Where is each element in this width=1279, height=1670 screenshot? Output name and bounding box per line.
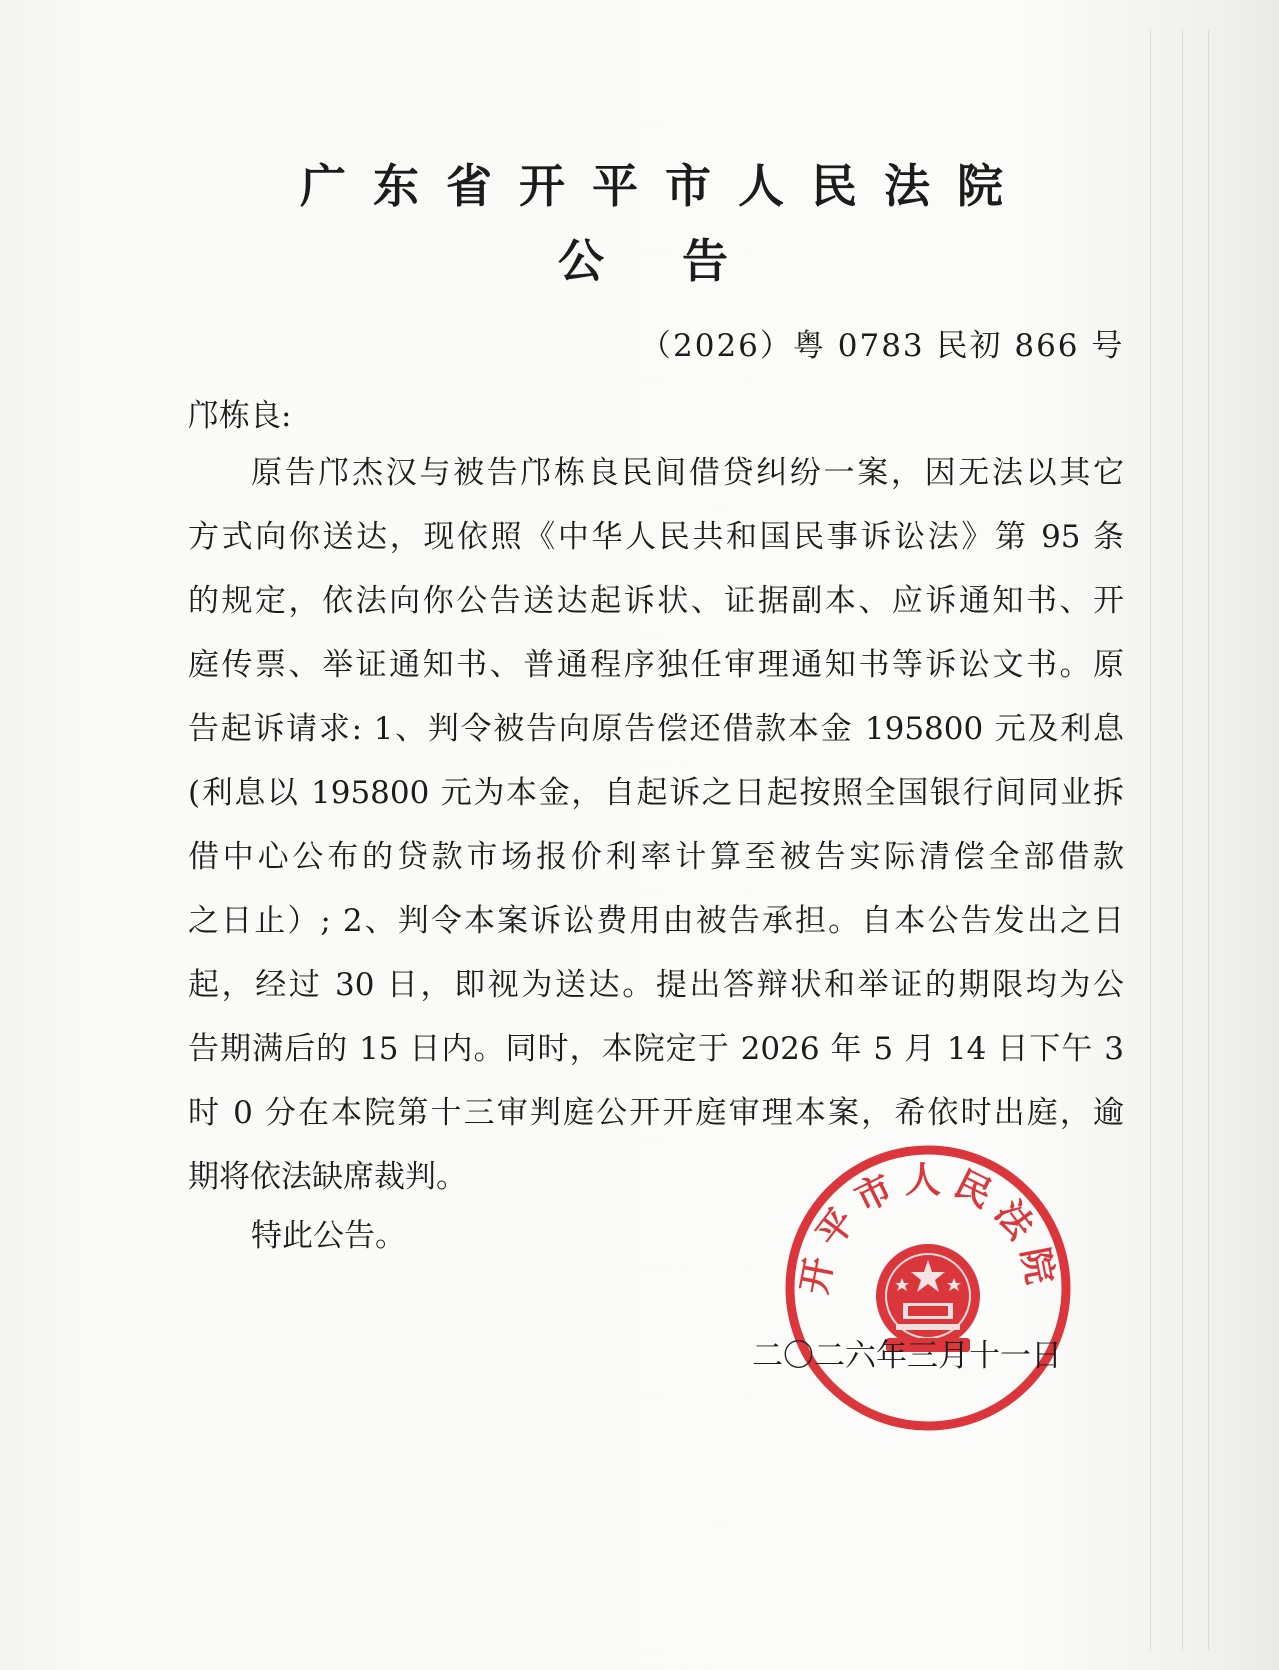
body-line: 庭传票、举证通知书、普通程序独任审理通知书等诉讼文书。原 [188,647,1124,683]
body-line: 告起诉请求: 1、判令被告向原告偿还借款本金 195800 元及利息 [188,711,1124,747]
body-line: 告期满后的 15 日内。同时，本院定于 2026 年 5 月 14 日下午 3 [188,1031,1124,1067]
body-line: 方式向你送达，现依照《中华人民共和国民事诉讼法》第 95 条 [188,519,1124,555]
document-title: 公告 [558,234,806,288]
body-line: 期将依法缺席裁判。 [188,1159,467,1195]
closing-text: 特此公告。 [251,1218,406,1254]
body-line: 借中心公布的贷款市场报价利率计算至被告实际清偿全部借款 [188,839,1124,875]
page-edge-line [1182,30,1183,1650]
body-line: 的规定，依法向你公告送达起诉状、证据副本、应诉通知书、开 [188,583,1124,619]
notice-body [188,441,1124,1209]
seal-text: 开平市人民法院 [793,1158,1063,1298]
addressee: 邝栋良: [188,398,292,434]
body-line: 之日止）; 2、判令本案诉讼费用由被告承担。自本公告发出之日 [188,903,1124,939]
page-edge-line [1150,30,1151,1650]
body-line: 起，经过 30 日，即视为送达。提出答辩状和举证的期限均为公 [188,967,1124,1003]
court-seal-icon [778,1138,1078,1438]
case-number: （2026）粤 0783 民初 866 号 [640,328,1125,364]
page-edge-line [1208,30,1209,1650]
body-line: 时 0 分在本院第十三审判庭公开开庭审理本案，希依时出庭，逾 [188,1095,1124,1131]
body-line: (利息以 195800 元为本金，自起诉之日起按照全国银行间同业拆 [188,775,1124,811]
document-date: 二〇二六年三月十一日 [752,1338,1062,1374]
body-line: 原告邝杰汉与被告邝栋良民间借贷纠纷一案，因无法以其它 [251,455,1124,491]
court-name: 广东省开平市人民法院 [300,159,1030,213]
